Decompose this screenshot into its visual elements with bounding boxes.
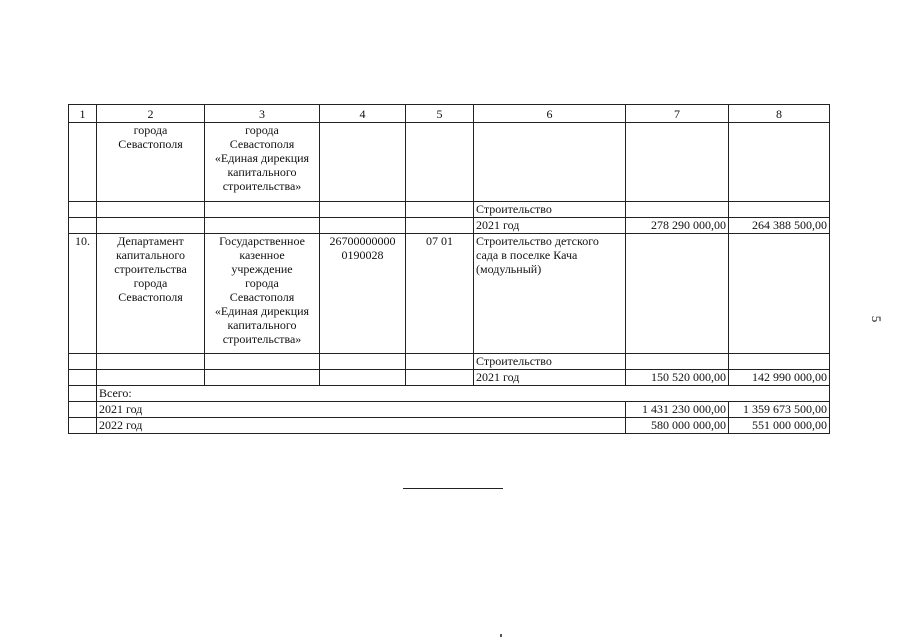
work-type-cell: Строительство [474, 202, 626, 218]
header-cell: 6 [474, 105, 626, 123]
total-row [69, 418, 830, 434]
total-amount-cell: 580 000 000,00 [626, 418, 729, 434]
row-number-cell: 10. [69, 234, 97, 354]
page-number: 5 [869, 315, 884, 323]
amount-cell [729, 123, 830, 202]
header-cell: 8 [729, 105, 830, 123]
table-row [69, 218, 830, 234]
institution-cell: Государственное казенное учреждение города Севастополя «Единая дирекция капитального строительства» [205, 234, 320, 354]
total-year-cell: 2022 год [97, 418, 626, 434]
total-label: Всего: [97, 386, 830, 402]
header-cell: 4 [320, 105, 406, 123]
recipient-cell: города Севастополя [97, 123, 205, 202]
year-cell: 2021 год [474, 370, 626, 386]
year-cell: 2021 год [474, 218, 626, 234]
code-cell: 26700000000 0190028 [320, 234, 406, 354]
amount-cell: 142 990 000,00 [729, 370, 830, 386]
end-rule [403, 488, 503, 489]
section-cell [406, 123, 474, 202]
object-cell [474, 123, 626, 202]
total-amount-cell: 1 431 230 000,00 [626, 402, 729, 418]
section-cell: 07 01 [406, 234, 474, 354]
institution-cell: города Севастополя «Единая дирекция капитального строительства» [205, 123, 320, 202]
total-row [69, 386, 830, 402]
table-row [69, 202, 830, 218]
amount-cell [626, 234, 729, 354]
amount-cell [626, 123, 729, 202]
header-cell: 7 [626, 105, 729, 123]
table-row [69, 354, 830, 370]
header-row [69, 105, 830, 123]
table-row [69, 370, 830, 386]
total-amount-cell: 551 000 000,00 [729, 418, 830, 434]
object-cell: Строительство детского сада в поселке Кача (модульный) [474, 234, 626, 354]
amount-cell: 264 388 500,00 [729, 218, 830, 234]
row-number-cell [69, 123, 97, 202]
total-row [69, 402, 830, 418]
scan-mark [500, 634, 502, 637]
budget-table [68, 104, 830, 434]
header-cell: 2 [97, 105, 205, 123]
table-row [69, 234, 830, 354]
header-cell: 5 [406, 105, 474, 123]
total-year-cell: 2021 год [97, 402, 626, 418]
amount-cell: 150 520 000,00 [626, 370, 729, 386]
amount-cell: 278 290 000,00 [626, 218, 729, 234]
table-row [69, 123, 830, 202]
amount-cell [729, 234, 830, 354]
recipient-cell: Департамент капитального строительства города Севастополя [97, 234, 205, 354]
total-amount-cell: 1 359 673 500,00 [729, 402, 830, 418]
code-cell [320, 123, 406, 202]
header-cell: 3 [205, 105, 320, 123]
work-type-cell: Строительство [474, 354, 626, 370]
header-cell: 1 [69, 105, 97, 123]
